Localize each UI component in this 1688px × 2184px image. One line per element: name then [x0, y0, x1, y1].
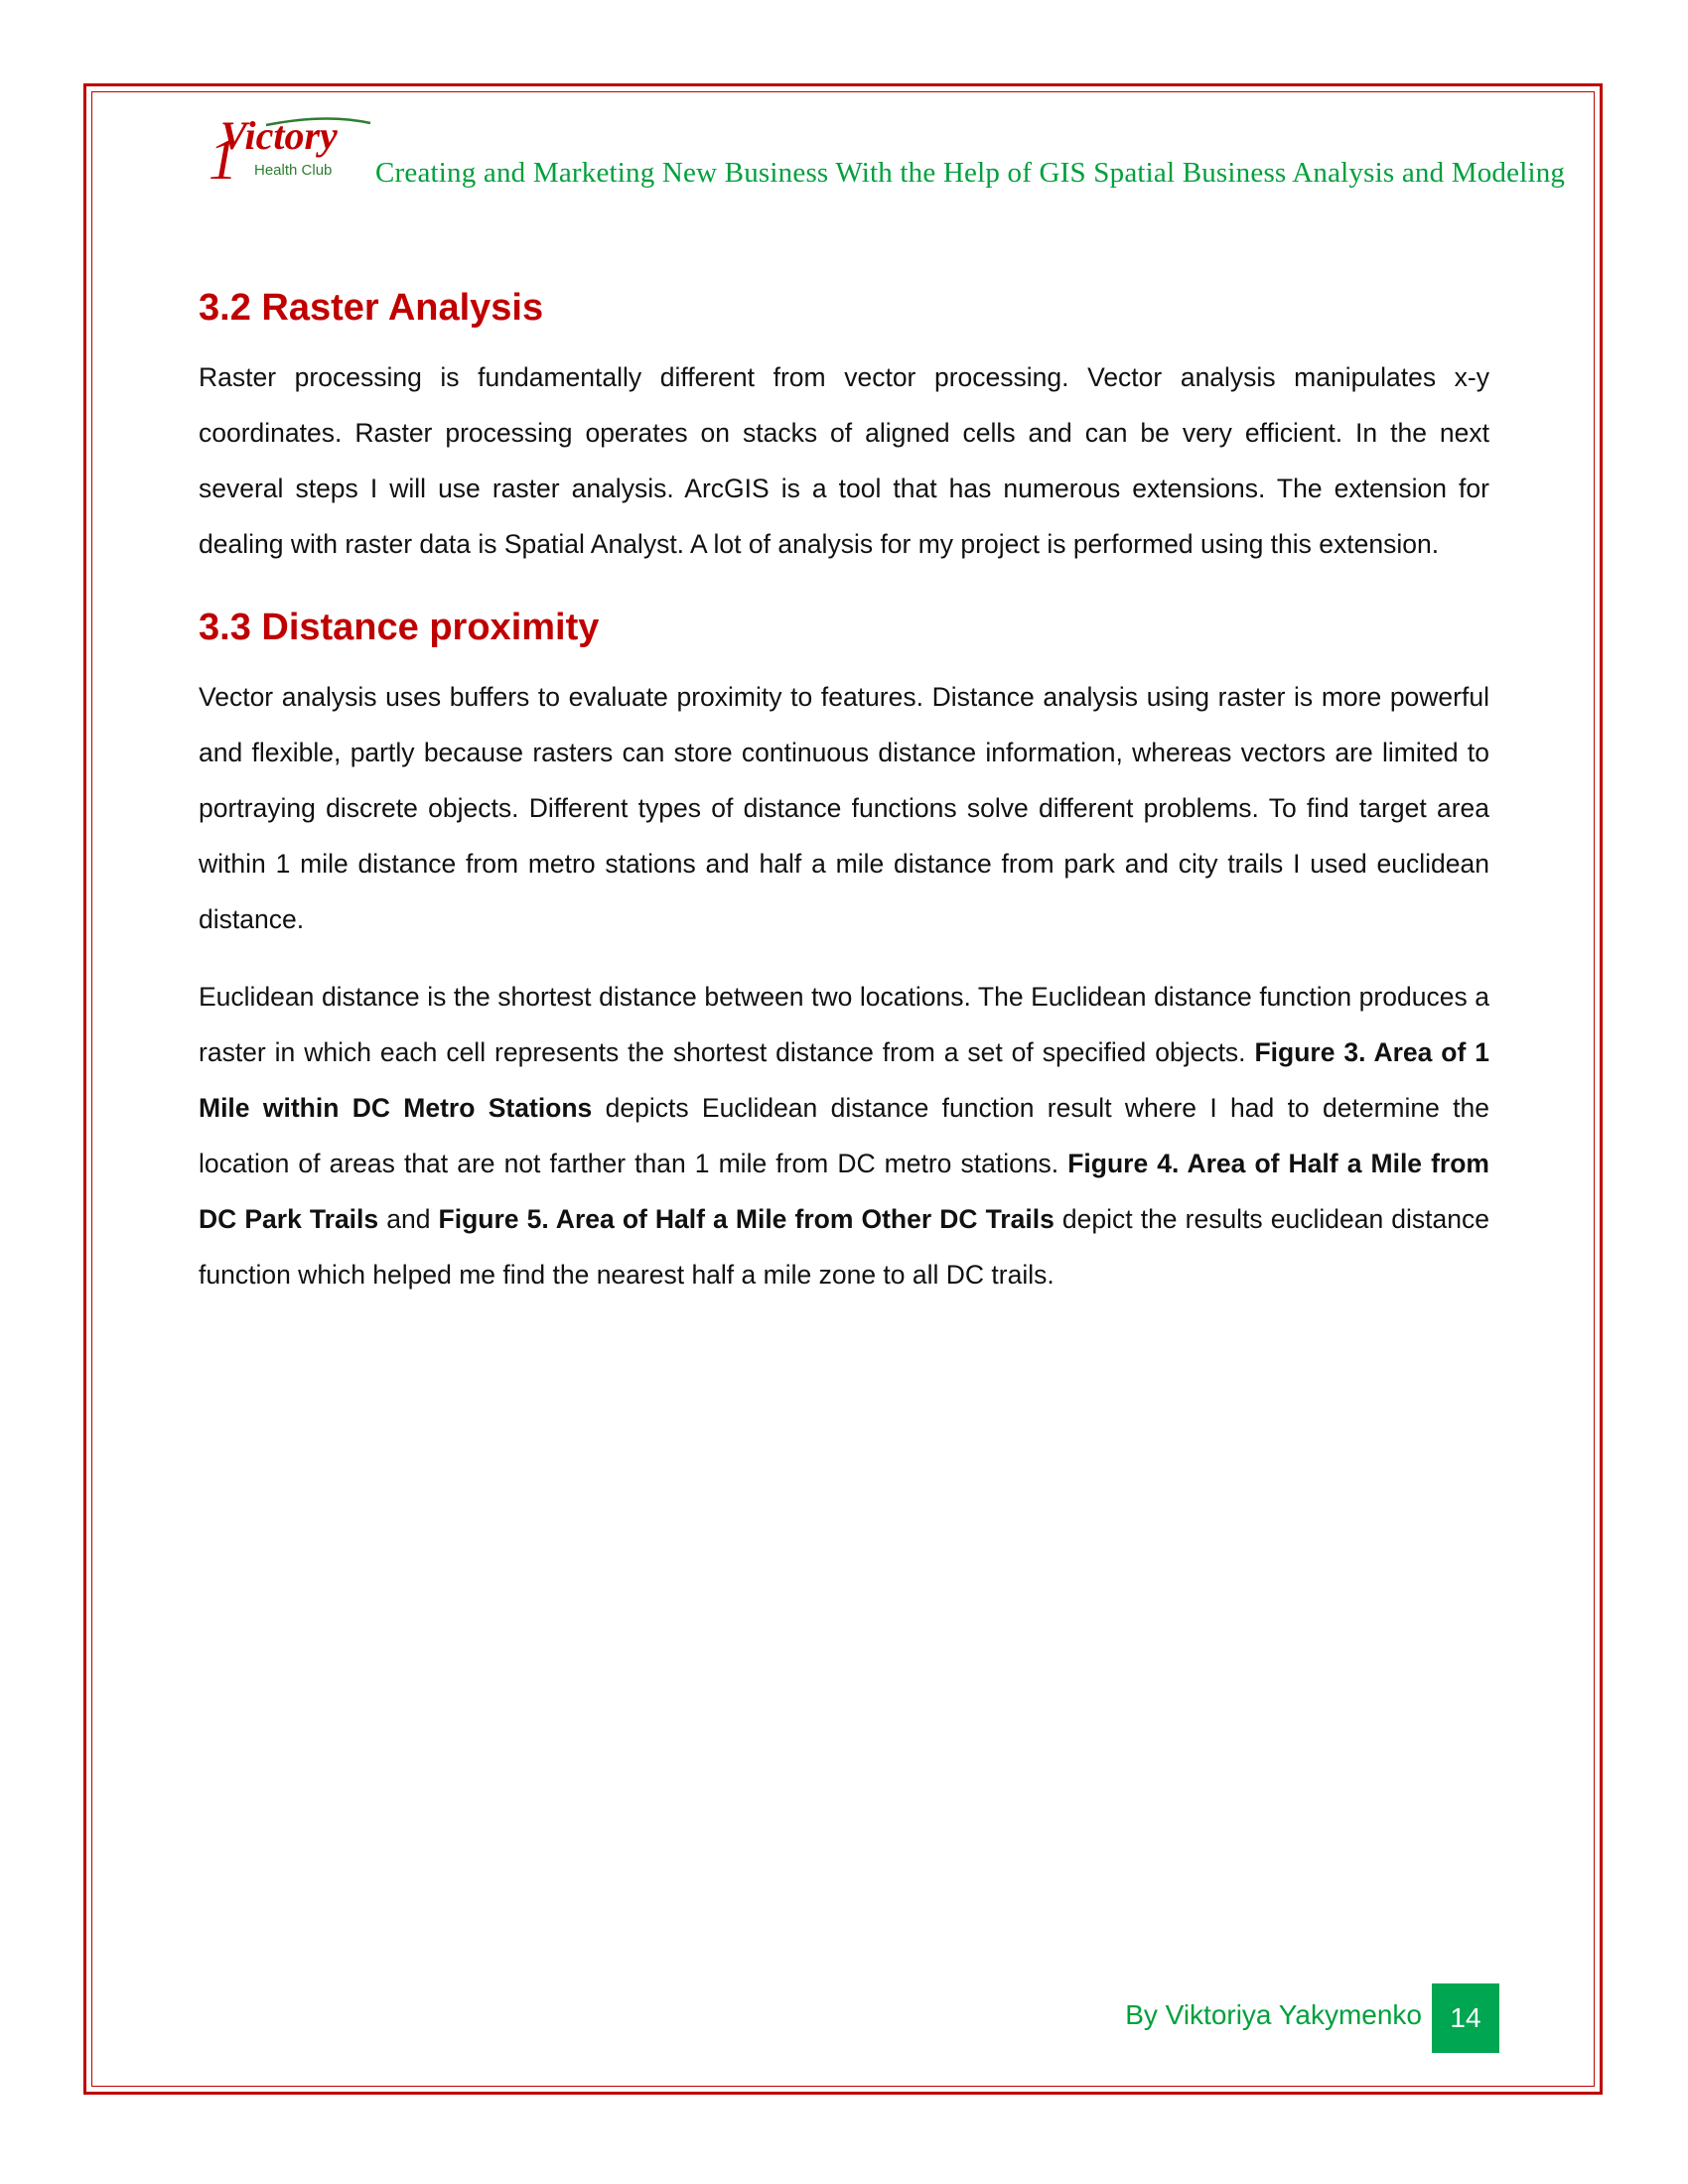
paragraph-text: Euclidean distance is the shortest distance between two locations. The Euclidean distance function produces a raster in which each cell represents the shortest distance from a set of specified objects.	[199, 982, 1489, 1067]
section-heading: 3.2 Raster Analysis	[199, 287, 544, 329]
victory-health-club-logo	[207, 107, 375, 187]
figure-3-reference: Figure 3. Area of 1 Mile within DC Metro Stations	[199, 1037, 1489, 1123]
page-number: 14	[1432, 1983, 1499, 2053]
page-footer	[1112, 1983, 1499, 2053]
section-distance-proximity	[199, 600, 1489, 1302]
paragraph-text: and	[378, 1204, 439, 1234]
footer-author: By Viktoriya Yakymenko	[1125, 1999, 1422, 2030]
svg-text:Victory: Victory	[220, 113, 338, 158]
section-raster-analysis	[199, 280, 1489, 572]
paragraph-text: depicts Euclidean distance function result where I had to determine the location of areas that are not farther than 1 mile from DC metro stations.	[199, 1093, 1489, 1178]
section-paragraph-figures	[199, 969, 1489, 1302]
svg-text:Health Club: Health Club	[254, 162, 333, 179]
section-paragraph: Vector analysis uses buffers to evaluate proximity to features. Distance analysis using raster is more powerful and flexible, partly because rasters can store continuous distance information, whereas vectors are limited to portraying discrete objects. Different types of distance functions solve different problems. To find target area within 1 mile distance from metro stations and half a mile distance from park and city trails I used euclidean distance.	[199, 682, 1489, 934]
paragraph-text: depict the results euclidean distance function which helped me find the nearest half a mile zone to all DC trails.	[199, 1204, 1490, 1290]
section-paragraph: Raster processing is fundamentally different from vector processing. Vector analysis manipulates x-y coordinates. Raster processing operates on stacks of aligned cells and can be very efficient. In the next several steps I will use raster analysis. ArcGIS is a tool that has numerous extensions. The extension for dealing with raster data is Spatial Analyst. A lot of analysis for my project is performed using this extension.	[199, 362, 1489, 559]
section-heading: 3.3 Distance proximity	[199, 607, 600, 648]
page-content	[199, 280, 1489, 1302]
figure-4-reference: Figure 4. Area of Half a Mile from DC Park Trails	[199, 1149, 1489, 1234]
figure-5-reference: Figure 5. Area of Half a Mile from Other DC Trails	[438, 1204, 1055, 1234]
document-header-title: Creating and Marketing New Business With the Help of GIS Spatial Business Analysis and Modeling	[375, 157, 1566, 189]
svg-text:1: 1	[209, 127, 237, 187]
